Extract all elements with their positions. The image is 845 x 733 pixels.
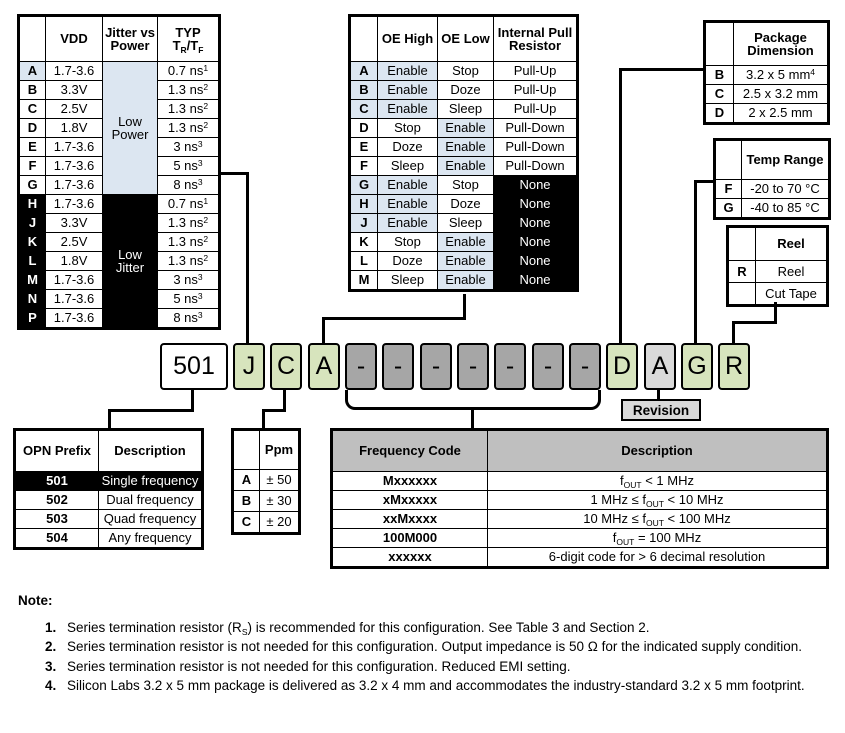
cell-vdd: 3.3V [46,81,103,100]
table-row [332,548,828,568]
table-row [19,195,220,214]
cell-letter: C [19,100,46,119]
cell-freq-description: 10 MHz ≤ $f_{OUT} < 100$ MHz [488,510,828,529]
table-row [350,119,578,138]
notes-section [18,591,810,696]
notes-title: Note: [18,593,53,608]
connector-line [619,68,705,71]
cell-typ: 0.7 $ns^1$ [158,62,220,81]
connector-line [108,409,111,429]
typ-header: TYP $T_R/T_F$ [158,16,220,62]
table-row [15,472,203,491]
table-header-row [705,22,829,66]
cell-oe-high: Sleep [378,157,438,176]
low-power-cell: Low Power [103,62,158,195]
connector-line [619,68,622,345]
note-text: Series termination resistor is not needed for this configuration. Reduced EMI setting. [67,658,571,674]
cell-vdd: 1.8V [46,252,103,271]
cell-freq-code: xxMxxxx [332,510,488,529]
cell-temp-range: -40 to 85 °C [742,199,830,219]
note-text: Series termination resistor is not needed for this configuration. Output impedance is 50 Ω for the indicated supply condition. [67,639,802,655]
cell-freq-code: 100M000 [332,529,488,548]
cell-vdd: 2.5V [46,233,103,252]
cell-freq-code: Mxxxxxx [332,472,488,491]
cell-letter: D [705,104,734,124]
cell-letter: F [19,157,46,176]
cell-prefix: 504 [15,529,99,549]
cell-letter: B [19,81,46,100]
cell-letter: G [350,176,378,195]
cell-pull: None [494,271,578,291]
cell-letter: L [350,252,378,271]
cell-freq-code: xxxxxx [332,548,488,568]
cell-vdd: 1.7-3.6 [46,290,103,309]
table-header-row [728,227,828,261]
note-text: Series termination resistor $(R_S)$ is recommended for this configuration. See Table 3 and Section 2. [67,619,650,637]
cell-pull: Pull-Up [494,81,578,100]
cell-oe-low: Enable [438,138,494,157]
part-number-freq-box: - [457,343,489,390]
note-number: 3. [45,658,57,674]
cell-typ: 1.3 $ns^2$ [158,119,220,138]
cell-reel-value: Reel [756,261,828,283]
table-header-row [350,16,578,62]
table-row [350,195,578,214]
table-row [233,512,300,534]
note-item [45,657,810,677]
cell-letter: B [233,491,260,512]
cell-vdd: 2.5V [46,100,103,119]
cell-ppm-value: ± 30 [260,491,300,512]
connector-line [694,180,697,345]
revision-label: Revision [621,399,701,421]
note-item [45,618,810,638]
table-row [233,470,300,491]
note-item [45,637,810,657]
table-header-row [19,16,220,62]
cell-letter: H [19,195,46,214]
table-row [332,529,828,548]
cell-dimension: 3.2 x 5 $mm^4$ [734,66,829,85]
table-row [15,510,203,529]
table-row [233,491,300,512]
table-row [350,176,578,195]
cell-oe-high: Stop [378,119,438,138]
cell-oe-low: Enable [438,252,494,271]
reel-table [726,225,829,307]
cell-oe-high: Doze [378,252,438,271]
cell-typ: 1.3 $ns^2$ [158,233,220,252]
ppm-table [231,428,301,535]
vdd-header: VDD [46,16,103,62]
cell-description: Single frequency [99,472,203,491]
cell-letter: F [350,157,378,176]
part-number-prefix-box: 501 [160,343,228,390]
cell-oe-low: Doze [438,195,494,214]
corner-cell [233,430,260,470]
cell-typ: 1.3 $ns^2$ [158,214,220,233]
cell-letter: C [350,100,378,119]
cell-oe-low: Sleep [438,214,494,233]
connector-line [246,172,249,345]
cell-oe-low: Enable [438,271,494,291]
cell-oe-high: Enable [378,100,438,119]
cell-letter: H [350,195,378,214]
cell-vdd: 1.7-3.6 [46,195,103,214]
cell-oe-high: Stop [378,233,438,252]
cell-letter: B [705,66,734,85]
table-row [350,138,578,157]
connector-line [694,180,715,183]
cell-oe-low: Sleep [438,100,494,119]
cell-letter: D [19,119,46,138]
table-row [350,233,578,252]
cell-vdd: 1.7-3.6 [46,309,103,329]
note-item [45,676,810,696]
table-row [705,85,829,104]
connector-line [657,388,660,400]
cell-letter: D [350,119,378,138]
cell-letter: A [350,62,378,81]
frequency-code-header: Frequency Code [332,430,488,472]
cell-oe-high: Enable [378,176,438,195]
reel-header: Reel [756,227,828,261]
part-number-revision-box: A [644,343,676,390]
cell-pull: None [494,252,578,271]
jitter-header: Jitter vs Power [103,16,158,62]
cell-reel-value: Cut Tape [756,283,828,306]
table-row [350,100,578,119]
table-row [19,62,220,81]
cell-vdd: 1.8V [46,119,103,138]
oe-high-header: OE High [378,16,438,62]
cell-pull: None [494,233,578,252]
note-number: 1. [45,619,57,635]
cell-pull: Pull-Up [494,62,578,81]
cell-letter: C [705,85,734,104]
cell-oe-low: Stop [438,62,494,81]
cell-pull: Pull-Down [494,138,578,157]
pull-resistor-header: Internal Pull Resistor [494,16,578,62]
frequency-code-table [330,428,829,569]
cell-oe-low: Enable [438,119,494,138]
cell-pull: None [494,214,578,233]
low-jitter-cell: Low Jitter [103,195,158,329]
cell-oe-low: Enable [438,157,494,176]
cell-typ: 8 $ns^3$ [158,176,220,195]
opn-prefix-header: OPN Prefix [15,430,99,472]
cell-letter: F [715,180,742,199]
part-number-freq-box: - [532,343,564,390]
temp-header: Temp Range [742,140,830,180]
tr-tf: T [172,38,181,53]
connector-line [219,172,249,175]
connector-line [262,409,286,412]
note-text: Silicon Labs 3.2 x 5 mm package is delivered as 3.2 x 4 mm and accommodates the industry-standard 3.2 x 5 mm footprint. [67,678,805,694]
connector-line [262,409,265,429]
part-number-freq-box: - [345,343,377,390]
cell-letter: P [19,309,46,329]
oe-low-header: OE Low [438,16,494,62]
part-number-freq-box: - [569,343,601,390]
table-row [332,491,828,510]
vdd-jitter-table [17,14,221,330]
part-number-freq-box: - [420,343,452,390]
cell-description: Quad frequency [99,510,203,529]
cell-letter: M [19,271,46,290]
oe-table [348,14,579,292]
cell-typ: 8 $ns^3$ [158,309,220,329]
corner-cell [715,140,742,180]
cell-vdd: 1.7-3.6 [46,62,103,81]
cell-pull: Pull-Up [494,100,578,119]
opn-prefix-table [13,428,204,550]
cell-dimension: 2 x 2.5 mm [734,104,829,124]
cell-freq-description: $f_{OUT} = 100$ MHz [488,529,828,548]
cell-freq-description: $f_{OUT} < 1$ MHz [488,472,828,491]
cell-letter: G [19,176,46,195]
cell-letter: A [233,470,260,491]
part-number-char-box: A [308,343,340,390]
table-row [350,214,578,233]
cell-typ: 0.7 $ns^1$ [158,195,220,214]
connector-line [322,317,466,320]
cell-oe-high: Enable [378,81,438,100]
description-header: Description [99,430,203,472]
cell-freq-description: 1 MHz ≤ $f_{OUT} < 10$ MHz [488,491,828,510]
table-header-row [715,140,830,180]
cell-oe-high: Enable [378,195,438,214]
cell-letter: J [350,214,378,233]
table-header-row [332,430,828,472]
table-header-row [233,430,300,470]
table-row [350,62,578,81]
cell-oe-low: Doze [438,81,494,100]
cell-vdd: 1.7-3.6 [46,176,103,195]
table-row [350,271,578,291]
table-row [15,529,203,549]
cell-oe-low: Stop [438,176,494,195]
table-row [705,104,829,124]
cell-typ: 3 $ns^3$ [158,271,220,290]
ppm-header: Ppm [260,430,300,470]
cell-letter: C [233,512,260,534]
cell-prefix: 501 [15,472,99,491]
corner-cell [728,227,756,261]
cell-pull: None [494,195,578,214]
temp-range-table [713,138,831,220]
cell-typ: 3 $ns^3$ [158,138,220,157]
corner-cell [19,16,46,62]
cell-letter: J [19,214,46,233]
table-row [728,283,828,306]
table-row [350,252,578,271]
table-row [705,66,829,85]
cell-oe-high: Sleep [378,271,438,291]
note-number: 4. [45,678,57,694]
note-number: 2. [45,639,57,655]
cell-prefix: 503 [15,510,99,529]
cell-oe-low: Enable [438,233,494,252]
table-header-row [15,430,203,472]
cell-letter [728,283,756,306]
part-number-freq-box: - [382,343,414,390]
corner-cell [350,16,378,62]
cell-typ: 5 $ns^3$ [158,157,220,176]
cell-oe-high: Enable [378,62,438,81]
cell-vdd: 1.7-3.6 [46,157,103,176]
connector-line [732,321,777,324]
table-row [332,472,828,491]
cell-typ: 1.3 $ns^2$ [158,81,220,100]
cell-letter: A [19,62,46,81]
cell-typ: 5 $ns^3$ [158,290,220,309]
cell-letter: E [19,138,46,157]
corner-cell [705,22,734,66]
cell-prefix: 502 [15,491,99,510]
cell-temp-range: -20 to 70 °C [742,180,830,199]
part-number-char-box: C [270,343,302,390]
cell-description: Any frequency [99,529,203,549]
cell-vdd: 3.3V [46,214,103,233]
connector-line [471,408,474,429]
connector-line [732,321,735,345]
cell-typ: 1.3 $ns^2$ [158,252,220,271]
cell-letter: E [350,138,378,157]
cell-pull: None [494,176,578,195]
table-row [715,199,830,219]
table-row [728,261,828,283]
cell-ppm-value: ± 50 [260,470,300,491]
cell-ppm-value: ± 20 [260,512,300,534]
cell-pull: Pull-Down [494,119,578,138]
cell-freq-description: 6-digit code for > 6 decimal resolution [488,548,828,568]
part-number-char-box: D [606,343,638,390]
cell-letter: L [19,252,46,271]
table-row [350,157,578,176]
cell-letter: K [350,233,378,252]
part-number-char-box: R [718,343,750,390]
cell-dimension: 2.5 x 3.2 mm [734,85,829,104]
cell-oe-high: Enable [378,214,438,233]
part-number-freq-box: - [494,343,526,390]
typ-header-line1: TYP [175,24,201,40]
description-header: Description [488,430,828,472]
cell-letter: M [350,271,378,291]
cell-letter: G [715,199,742,219]
frequency-brace [345,390,601,410]
cell-freq-code: xMxxxxx [332,491,488,510]
cell-pull: Pull-Down [494,157,578,176]
table-row [350,81,578,100]
cell-description: Dual frequency [99,491,203,510]
table-row [332,510,828,529]
cell-vdd: 1.7-3.6 [46,138,103,157]
part-number-char-box: J [233,343,265,390]
table-row [15,491,203,510]
cell-typ: 1.3 $ns^2$ [158,100,220,119]
cell-oe-high: Doze [378,138,438,157]
table-row [715,180,830,199]
package-header: Package Dimension [734,22,829,66]
package-dimension-table [703,20,830,125]
part-number-char-box: G [681,343,713,390]
connector-line [108,409,194,412]
cell-letter: N [19,290,46,309]
cell-vdd: 1.7-3.6 [46,271,103,290]
cell-letter: K [19,233,46,252]
cell-letter: B [350,81,378,100]
cell-letter: R [728,261,756,283]
connector-line [322,317,325,345]
